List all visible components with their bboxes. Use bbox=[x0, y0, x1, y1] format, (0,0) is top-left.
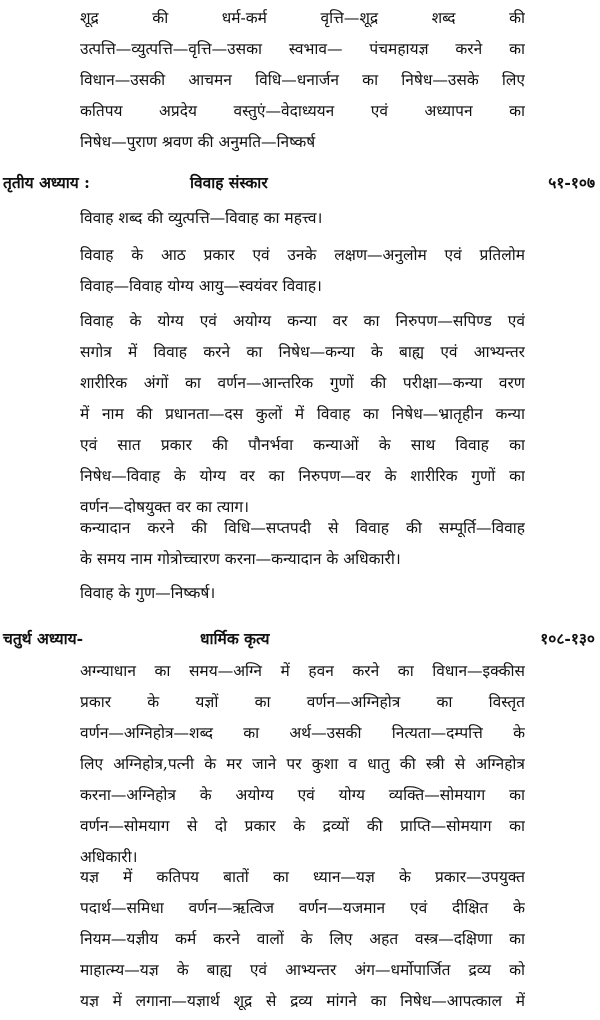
text-line: लिए अग्निहोत्र,पत्नी के मर जाने पर कुशा व धातु की स्त्री से अग्निहोत्र bbox=[80, 755, 525, 773]
chapter-3-pages: ५१-१०७ bbox=[548, 173, 595, 192]
text-line: नियम—यज्ञीय कर्म करने वालों के लिए अहत वस्त्र—दक्षिणा का bbox=[80, 930, 525, 948]
text-line: एवं सात प्रकार की पौनर्भवा कन्याओं के साथ विवाह का bbox=[80, 436, 525, 454]
text-line: सगोत्र में विवाह करने का निषेध—कन्या के बाह्य एवं आभ्यन्तर bbox=[80, 343, 525, 361]
chapter-4-paragraph-1 bbox=[80, 656, 525, 873]
chapter-4-paragraph-2 bbox=[80, 862, 525, 1017]
text-line: में नाम की प्रधानता—दस कुलों में विवाह का निषेध—भ्रातृहीन कन्या bbox=[80, 405, 525, 423]
chapter-4-heading bbox=[0, 624, 600, 654]
text-line: यज्ञ में कतिपय बातों का ध्यान—यज्ञ के प्रकार—उपयुक्त bbox=[80, 868, 525, 886]
chapter-3-paragraph-1 bbox=[80, 203, 525, 234]
text-line: कतिपय अप्रदेय वस्तुएं—वेदाध्ययन एवं अध्यापन का bbox=[80, 102, 525, 120]
text-line: माहात्म्य—यज्ञ के बाह्य एवं आभ्यन्तर अंग—धर्मोपार्जित द्रव्य को bbox=[80, 961, 525, 979]
text-line: पदार्थ—समिधा वर्णन—ऋत्विज वर्णन—यजमान एवं दीक्षित के bbox=[80, 899, 525, 917]
chapter-3-title: विवाह संस्कार bbox=[190, 173, 268, 192]
text-line: वर्णन—सोमयाग से दो प्रकार के द्रव्यों की प्राप्ति—सोमयाग का bbox=[80, 817, 525, 835]
chapter-3-paragraph-5 bbox=[80, 578, 525, 609]
text-line: करना—अग्निहोत्र के अयोग्य एवं योग्य व्यक्ति—सोमयाग का bbox=[80, 786, 525, 804]
text-line: वर्णन—अग्निहोत्र—शब्द का अर्थ—उसकी नित्यता—दम्पत्ति के bbox=[80, 724, 525, 742]
chapter-3-paragraph-2 bbox=[80, 240, 525, 302]
text-line: अधिकारी। bbox=[80, 848, 138, 866]
text-line: प्रकार के यज्ञों का वर्णन—अग्निहोत्र का विस्तृत bbox=[80, 693, 525, 711]
chapter-3-paragraph-4 bbox=[80, 513, 525, 575]
text-line: विवाह शब्द की व्युत्पत्ति—विवाह का महत्त्व। bbox=[80, 209, 323, 227]
text-line: विधान—उसकी आचमन विधि—धनार्जन का निषेध—उसके लिए bbox=[80, 71, 525, 89]
chapter-4-label: चतुर्थ अध्याय- bbox=[3, 629, 84, 648]
text-line: शारीरिक अंगों का वर्णन—आन्तरिक गुणों की परीक्षा—कन्या वरण bbox=[80, 374, 525, 392]
chapter-3-paragraph-3 bbox=[80, 306, 525, 523]
chapter-4-title: धार्मिक कृत्य bbox=[200, 629, 270, 648]
text-line: वर्णन—दोषयुक्त वर का त्याग। bbox=[80, 498, 250, 516]
text-line: अग्न्याधान का समय—अग्नि में हवन करने का विधान—इक्कीस bbox=[80, 662, 525, 680]
intro-paragraph bbox=[80, 3, 525, 158]
text-line: विवाह के आठ प्रकार एवं उनके लक्षण—अनुलोम एवं प्रतिलोम bbox=[80, 246, 525, 264]
chapter-3-heading bbox=[0, 168, 600, 198]
text-line: कन्यादान करने की विधि—सप्तपदी से विवाह की सम्पूर्ति—विवाह bbox=[80, 519, 525, 537]
chapter-4-pages: १०८-१३० bbox=[540, 629, 595, 648]
text-line: उत्पत्ति—व्युत्पत्ति—वृत्ति—उसका स्वभाव— पंचमहायज्ञ करने का bbox=[80, 40, 525, 58]
text-line: निषेध—पुराण श्रवण की अनुमति—निष्कर्ष bbox=[80, 133, 316, 151]
text-line: शूद्र की धर्म-कर्म वृत्ति—शूद्र शब्द की bbox=[80, 9, 525, 27]
chapter-3-label: तृतीय अध्याय : bbox=[3, 173, 90, 192]
text-line: यज्ञ में लगाना—यज्ञार्थ शूद्र से द्रव्य मांगने का निषेध—आपत्काल में bbox=[80, 992, 525, 1010]
text-line: निषेध—विवाह के योग्य वर का निरुपण—वर के शारीरिक गुणों का bbox=[80, 467, 525, 485]
text-line: विवाह—विवाह योग्य आयु—स्वयंवर विवाह। bbox=[80, 277, 322, 295]
text-line: विवाह के गुण—निष्कर्ष। bbox=[80, 584, 216, 602]
text-line: विवाह के योग्य एवं अयोग्य कन्या वर का निरुपण—सपिण्ड एवं bbox=[80, 312, 525, 330]
text-line: के समय नाम गोत्रोच्चारण करना—कन्यादान के अधिकारी। bbox=[80, 550, 401, 568]
